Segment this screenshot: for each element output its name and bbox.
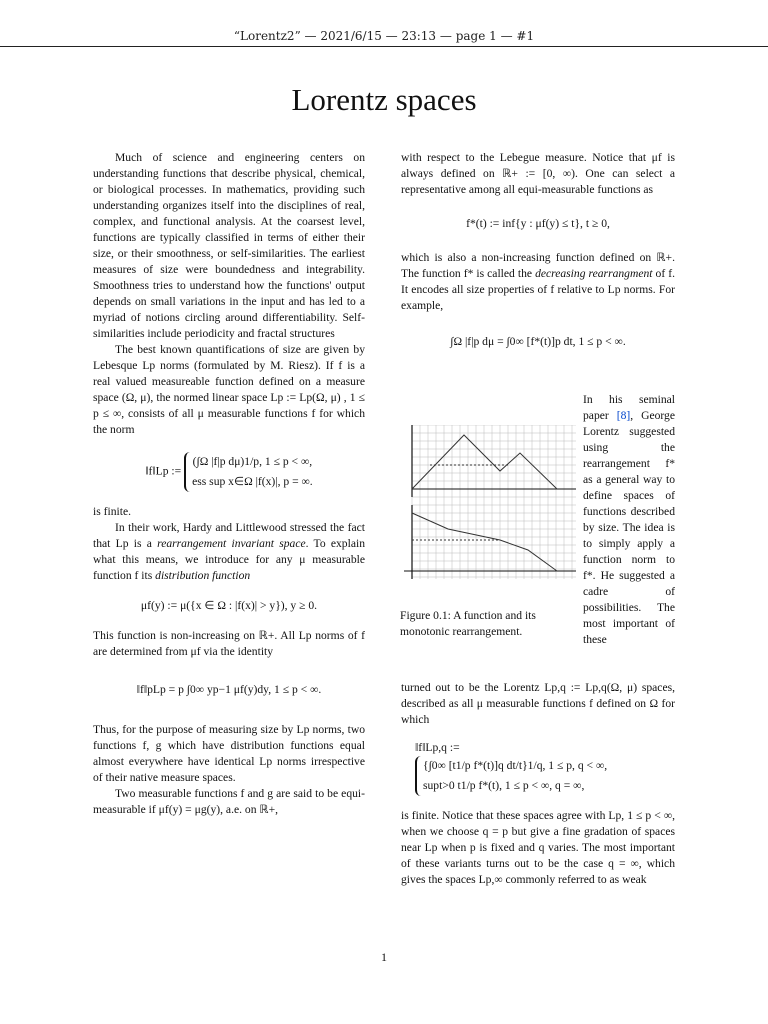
text-span: . To explain what this means, we introduce for any μ measurable function f its [93, 537, 365, 582]
equation-lorentz-case-1: {∫0∞ [t1/p f*(t)]q dt/t}1/q, 1 ≤ p, q < ∞, [423, 759, 608, 772]
running-head: “Lorentz2” — 2021/6/15 — 23:13 — page 1 — #1 [233, 29, 535, 43]
text-span: In his seminal paper [583, 393, 675, 422]
citation-link[interactable]: [8] [616, 409, 631, 422]
paragraph-is-finite: is finite. [93, 505, 131, 518]
text-span: In their work, Hardy and Littlewood stressed the fact that Lp is a [93, 521, 365, 550]
paragraph-lebegue: with respect to the Lebegue measure. Notice that μf is always defined on ℝ+ := [0, ∞). One can select a representative among all equi-measurable functions as [401, 151, 675, 196]
equation-lorentz-case-2: supt>0 t1/p f*(t), 1 ≤ p < ∞, q = ∞, [423, 779, 585, 792]
equation-norm [93, 452, 365, 492]
equation-norm-case-1: (∫Ω |f|p dμ)1/p, 1 ≤ p < ∞, [192, 455, 313, 468]
paragraph-decreasing-rearrangement [401, 250, 675, 314]
emphasis-distribution-function: distribution function [155, 569, 251, 582]
paragraph-hardy-littlewood [93, 520, 365, 584]
page-number: 1 [381, 950, 387, 964]
emphasis-rearrangement-invariant: rearrangement invariant space [157, 537, 306, 550]
page-title: Lorentz spaces [291, 82, 477, 117]
right-column-bottom [401, 680, 675, 888]
left-column [93, 150, 365, 818]
equation-identity: ‖f‖pLp = p ∫0∞ yp−1 μf(y)dy, 1 ≤ p < ∞. [136, 683, 322, 696]
paragraph-weak-spaces: is finite. Notice that these spaces agree with Lp, 1 ≤ p < ∞, when we choose q = p but give a fine gradation of spaces near Lp when p is fixed and q varies. The most important of these variants turns out to be the case q = ∞, which gives the spaces Lp,∞ commonly referred to as weak [401, 809, 675, 886]
text-span: , George Lorentz suggested using the rearrangement f* as a general way to define spaces of functions described by size. The idea is to simply apply a function norm to f*. He suggested a cadre of possibilities. The most important of these [583, 409, 675, 646]
figure-plot [400, 425, 576, 579]
figure-grid [412, 425, 576, 579]
paragraph-thus: Thus, for the purpose of measuring size by Lp norms, two functions f, g which have distribution functions equal almost everywhere have identical Lp norms irrespective of their native measure spaces. [93, 723, 365, 784]
paragraph-intro: Much of science and engineering centers on understanding functions that describe physical, chemical, or biological processes. In mathematics, providing such understanding organizes itself into the disciplines of real, complex, and functional analysis. At the coarsest level, functions are typically classified in terms of either their size, or their smoothness, or self-similarities. The earliest measures of size were boundedness and integrability. Smoothness tries to understand how the functions' output depends on small variations in the input and has led to a myriad of notions circling around differentiability. Self-similarities include periodicity and fractal structures [93, 151, 365, 340]
wrapped-text-beside-figure [583, 392, 675, 648]
equation-lorentz-norm [415, 740, 675, 796]
paragraph-non-increasing: This function is non-increasing on ℝ+. All Lp norms of f are determined from μf via the identity [93, 629, 365, 658]
right-column-top [401, 150, 675, 350]
header-rule [0, 46, 768, 47]
paragraph-lp-norms: The best known quantifications of size are given by Lebesque Lp norms (formulated by M. Riesz). If f is a real valued measureable function defined on a measure space (Ω, μ), the normed linear space Lp := Lp(Ω, μ) , 1 ≤ p ≤ ∞, consists of all μ measurable functions f for which the norm [93, 343, 365, 436]
paragraph-lorentz-spaces: turned out to be the Lorentz Lp,q := Lp,q(Ω, μ) spaces, described as all μ measurable functions f defined on Ω for which [401, 681, 675, 726]
equation-lorentz-cases [415, 756, 607, 796]
equation-norm-case-2: ess sup x∈Ω |f(x)|, p = ∞. [192, 475, 313, 488]
equation-lorentz-lhs: ‖f‖Lp,q := [415, 741, 460, 754]
equation-distribution: μf(y) := μ({x ∈ Ω : |f(x)| > y}), y ≥ 0. [140, 599, 318, 612]
figure-caption: Figure 0.1: A function and its monotonic rearrangement. [400, 609, 536, 638]
equation-norm-cases [184, 452, 313, 492]
figure-rearrangement-curve [412, 513, 557, 571]
equation-example: ∫Ω |f|p dμ = ∫0∞ [f*(t)]p dt, 1 ≤ p < ∞. [450, 335, 626, 348]
text-span: which is also a non-increasing function defined on ℝ+. The function f* is called the [401, 251, 675, 280]
paragraph-equi-measurable: Two measurable functions f and g are said to be equi-measurable if μf(y) = μg(y), a.e. on ℝ+, [93, 787, 365, 816]
emphasis-decreasing-rearrangment: decreasing rearrangment [535, 267, 653, 280]
text-span: of f. It encodes all size properties of f relative to Lp norms. For example, [401, 267, 675, 312]
equation-rearrangement: f*(t) := inf{y : μf(y) ≤ t}, t ≥ 0, [466, 217, 610, 230]
equation-norm-lhs: ‖f‖Lp := [145, 464, 182, 478]
